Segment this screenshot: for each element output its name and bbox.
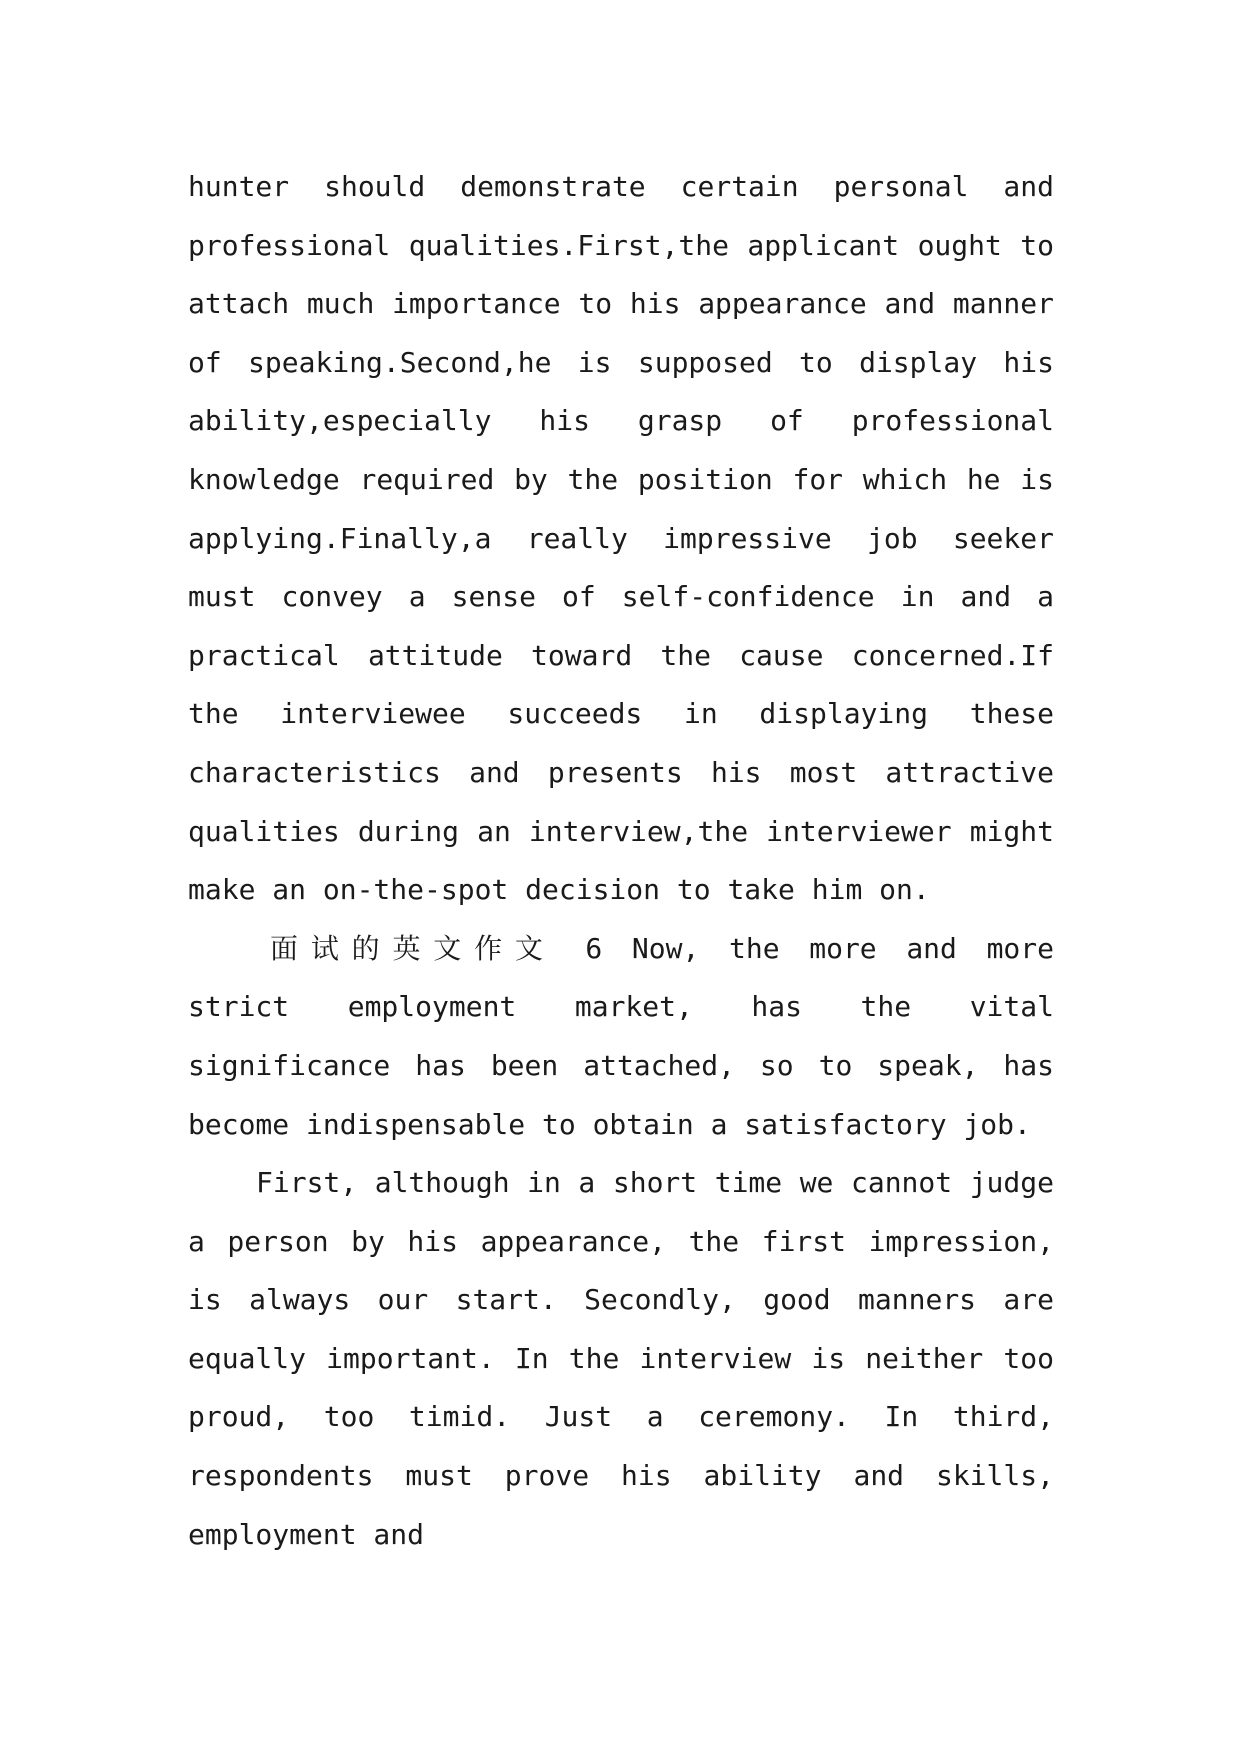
section-heading-line: 面试的英文作文 6 Now, the more and more <box>270 931 1054 965</box>
text-line: is always our start. Secondly, good manners are <box>188 1283 1054 1317</box>
body-text <box>188 158 1054 1564</box>
text-line: make an on-the-spot decision to take him on. <box>188 873 930 907</box>
text-line: professional qualities.First,the applicant ought to <box>188 228 1054 262</box>
text-line: strict employment market, has the vital <box>188 990 1054 1024</box>
text-line: ability,especially his grasp of professional <box>188 404 1054 438</box>
text-line: a person by his appearance, the first impression, <box>188 1224 1054 1258</box>
text-line: of speaking.Second,he is supposed to display his <box>188 345 1054 379</box>
text-line: the interviewee succeeds in displaying these <box>188 697 1054 731</box>
text-line: qualities during an interview,the interviewer might <box>188 814 1054 848</box>
text-line: equally important. In the interview is neither too <box>188 1341 1054 1375</box>
text-line: proud, too timid. Just a ceremony. In third, <box>188 1400 1054 1434</box>
text-line: attach much importance to his appearance and manner <box>188 287 1054 321</box>
text-line: must convey a sense of self-confidence in and a <box>188 580 1054 614</box>
text-line: hunter should demonstrate certain personal and <box>188 170 1054 203</box>
text-line: respondents must prove his ability and skills, <box>188 1459 1054 1493</box>
text-line: practical attitude toward the cause concerned.If <box>188 638 1054 672</box>
text-line: significance has been attached, so to speak, has <box>188 1048 1054 1082</box>
paragraph-start-line: First, although in a short time we cannot judge <box>256 1166 1054 1200</box>
text-line: characteristics and presents his most attractive <box>188 755 1054 789</box>
text-line: employment and <box>188 1517 425 1551</box>
text-line: become indispensable to obtain a satisfactory job. <box>188 1107 1031 1141</box>
text-line: applying.Finally,a really impressive job seeker <box>188 521 1054 555</box>
text-line: knowledge required by the position for which he is <box>188 462 1054 496</box>
